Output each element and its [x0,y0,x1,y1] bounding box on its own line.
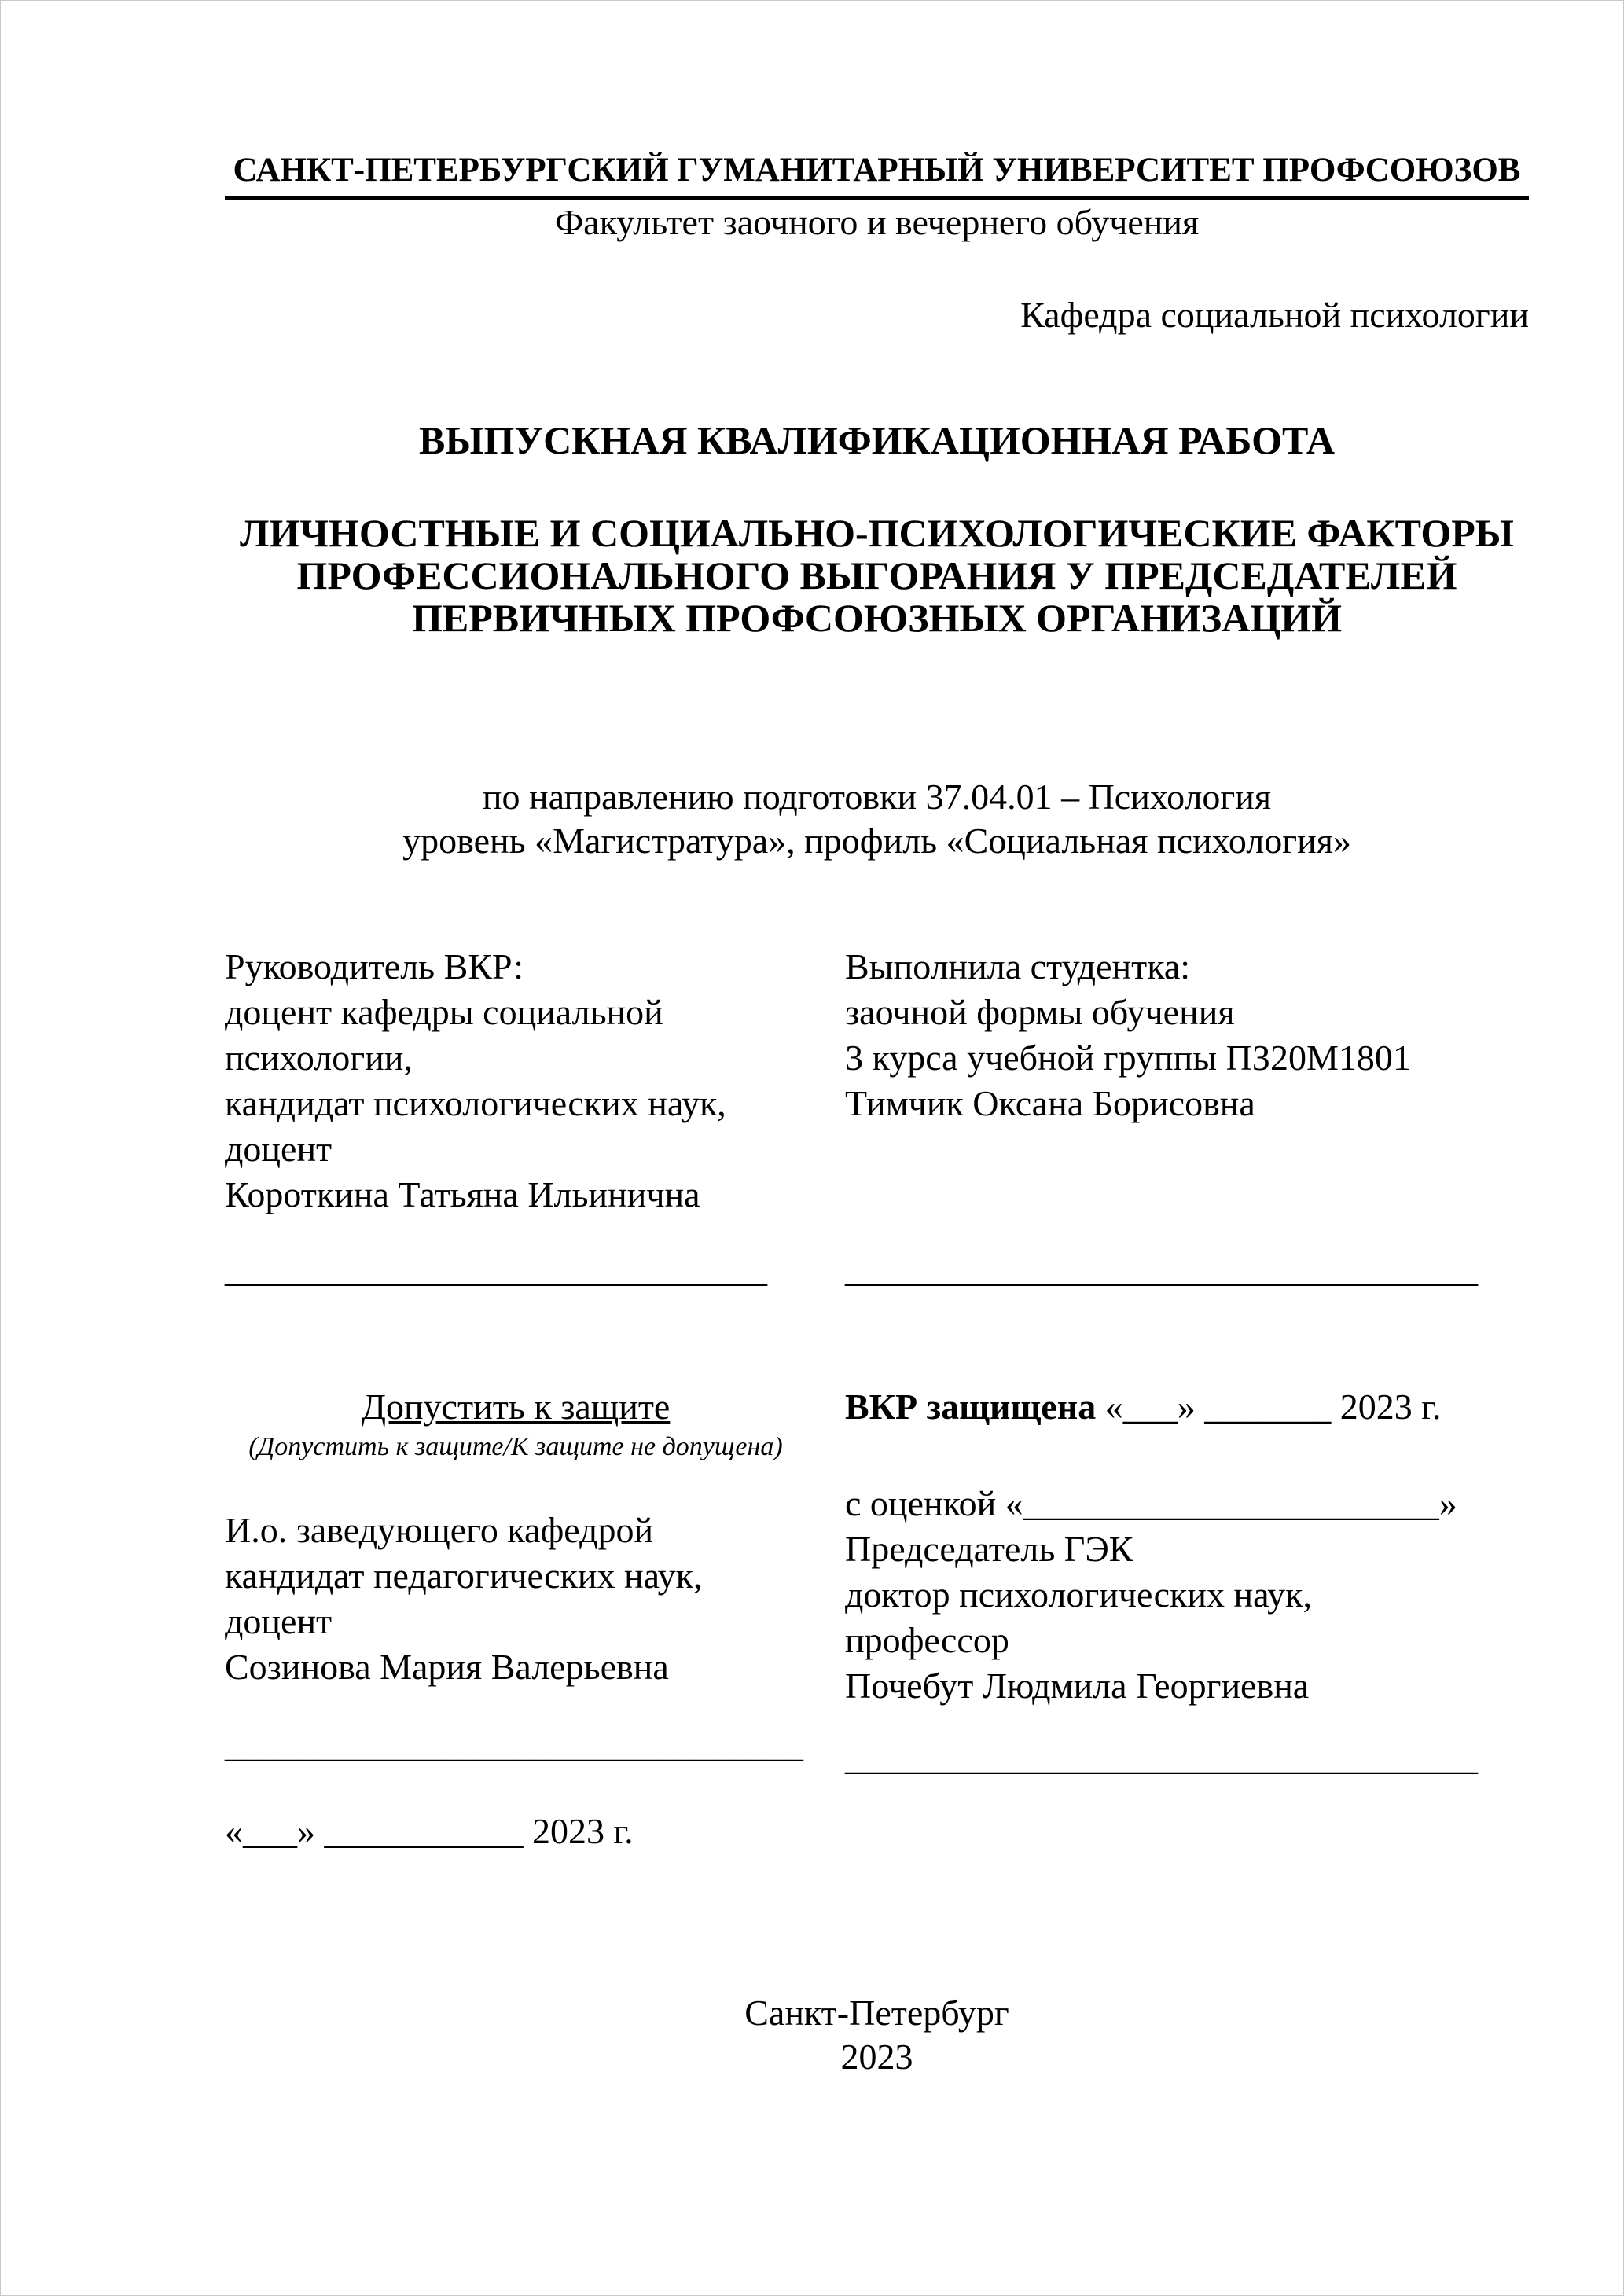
spacer [225,1464,806,1508]
defense-chair-name: Почебут Людмила Георгиевна [845,1666,1310,1706]
defense-line: Председатель ГЭК [845,1529,1133,1569]
footer-city: Санкт-Петербург [744,1993,1009,2033]
admission-signature-line: ________________________________ [225,1725,803,1765]
program-level-profile: уровень «Магистратура», профиль «Социальная психология» [402,821,1351,861]
signature-row-2 [225,1722,1529,1780]
thesis-title [225,512,1529,639]
admission-heading: Допустить к защите [361,1387,671,1427]
admission-line: доцент [225,1601,333,1641]
defense-status-label: ВКР защищена [845,1387,1097,1427]
supervisor-signature-line: ______________________________ [225,1249,767,1289]
defense-grade-line: с оценкой «_______________________» [845,1483,1457,1523]
signature-row-1 [225,1247,1529,1292]
defense-status-line [845,1384,1529,1430]
student-block [845,944,1529,1218]
defense-signature-line: ___________________________________ [845,1737,1478,1777]
admission-line: И.о. заведующего кафедрой [225,1510,654,1550]
defense-line: доктор психологических наук, [845,1574,1313,1615]
admission-line: кандидат педагогических наук, [225,1556,703,1596]
student-signature-line: ___________________________________ [845,1249,1478,1289]
program-direction: по направлению подготовки 37.04.01 – Психология [482,777,1272,817]
footer [225,1991,1529,2079]
faculty-name: Факультет заочного и вечернего обучения [554,202,1200,242]
footer-year: 2023 [840,2037,913,2077]
student-line: 3 курса учебной группы ПЗ20М1801 [845,1038,1411,1078]
supervisor-name: Короткина Татьяна Ильинична [225,1174,700,1214]
university-name: САНКТ-ПЕТЕРБУРГСКИЙ ГУМАНИТАРНЫЙ УНИВЕРСИТЕТ ПРОФСОЮЗОВ [225,150,1529,200]
supervisor-line: психологии, [225,1038,413,1078]
spacer [845,1430,1529,1481]
student-name: Тимчик Оксана Борисовна [845,1083,1255,1123]
defense-status-blanks: «___» _______ 2023 г. [1096,1387,1442,1427]
department-name: Кафедра социальной психологии [1020,295,1529,335]
approval-section [225,1384,1529,1709]
supervisor-line: кандидат психологических наук, [225,1083,726,1123]
admission-name: Созинова Мария Валерьевна [225,1647,669,1687]
admission-block [225,1384,806,1709]
supervisor-line: доцент кафедры социальной [225,992,663,1032]
admission-note: (Допустить к защите/К защите не допущена) [248,1432,783,1461]
people-section [225,944,1529,1218]
program-info [225,775,1529,863]
supervisor-block [225,944,806,1218]
student-line: заочной формы обучения [845,992,1235,1032]
defense-line: профессор [845,1620,1009,1660]
supervisor-line: доцент [225,1129,333,1169]
thesis-title-line-2: ПРОФЕССИОНАЛЬНОГО ВЫГОРАНИЯ У ПРЕДСЕДАТЕЛЕЙ [296,553,1457,597]
thesis-title-line-1: ЛИЧНОСТНЫЕ И СОЦИАЛЬНО-ПСИХОЛОГИЧЕСКИЕ ФАКТОРЫ [240,511,1514,555]
defense-block [845,1384,1529,1709]
work-type-heading: ВЫПУСКНАЯ КВАЛИФИКАЦИОННАЯ РАБОТА [419,418,1335,462]
thesis-title-line-3: ПЕРВИЧНЫХ ПРОФСОЮЗНЫХ ОРГАНИЗАЦИЙ [411,596,1343,640]
student-role-label: Выполнила студентка: [845,946,1191,986]
supervisor-role-label: Руководитель ВКР: [225,946,524,986]
admission-date-line: «___» ___________ 2023 г. [225,1811,634,1851]
